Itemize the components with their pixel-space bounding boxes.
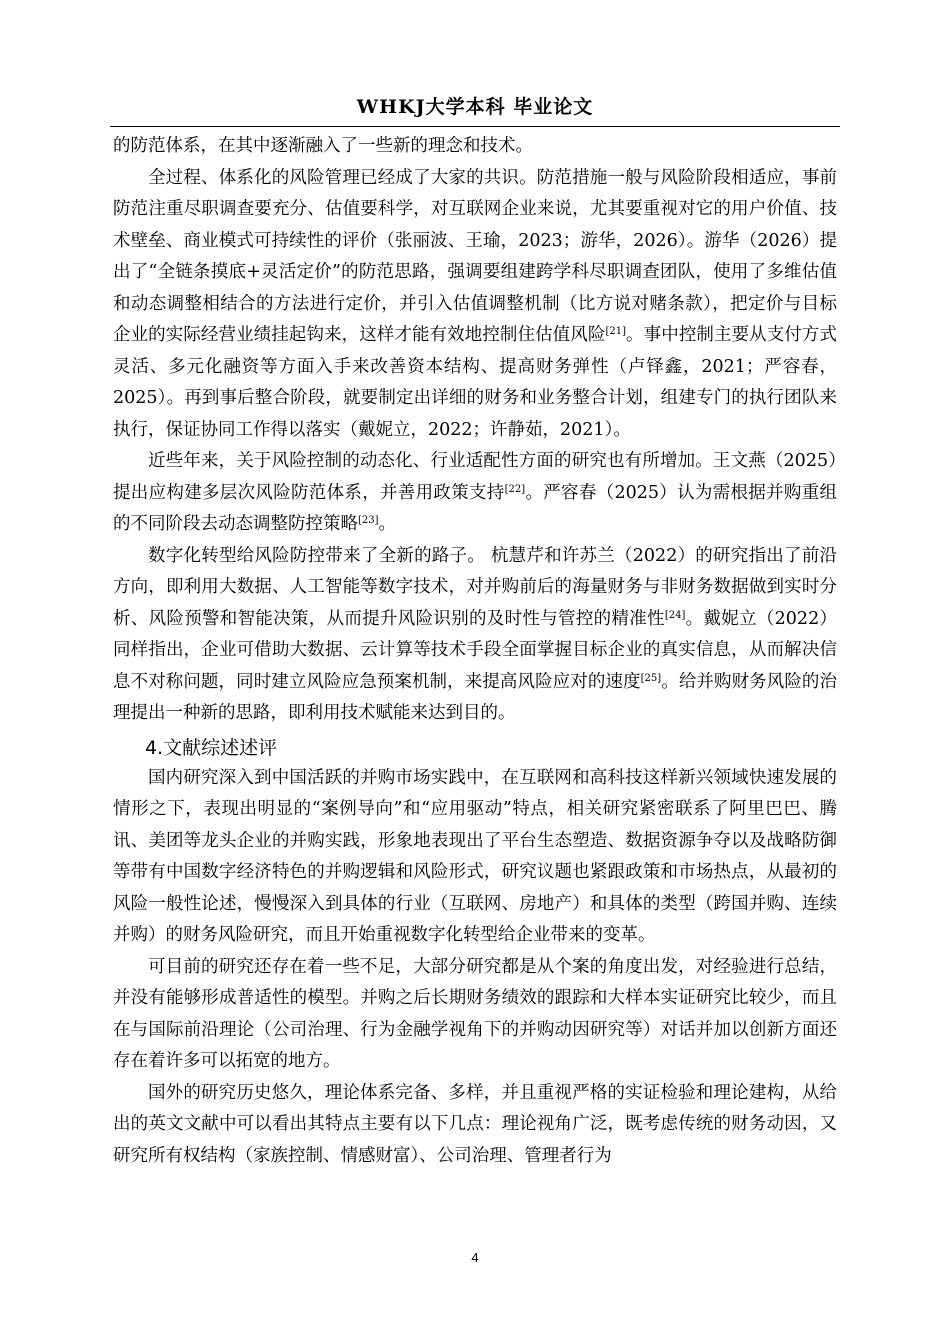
page-header-title: WHKJ大学本科 毕业论文 xyxy=(356,96,594,118)
paragraph-domestic-research: 国内研究深入到中国活跃的并购市场实践中，在互联网和高科技这样新兴领域快速发展的情形之下，表现出明显的“案例导向”和“应用驱动”特点，相关研究紧密联系了阿里巴巴、腾讯、美团等龙头企业的并购实践，形象地表现出了平台生态塑造、数据资源争夺以及战略防御等带有中国数字经济特色的并购逻辑和风险形式，研究议题也紧跟政策和市场热点，从最初的风险一般性论述，慢慢深入到具体的行业（互联网、房地产）和具体的类型（跨国并购、连续并购）的财务风险研究，而且开始重视数字化转型给企业带来的变革。 xyxy=(113,767,837,945)
paragraph-digital-transformation: 数字化转型给风险防控带来了全新的路子。 杭慧芹和许苏兰（2022）的研究指出了前沿方向，即利用大数据、人工智能等数字技术，对并购前后的海量财务与非财务数据做到实时分析、风险预警和智能决策，从而提升风险识别的及时性与管控的精准性[24]。戴妮立（2022）同样指出，企业可借助大数据、云计算等技术手段全面掌握目标企业的真实信息，从而解决信息不对称问题，同时建立风险应急预案机制，来提高风险应对的速度[25]。给并购财务风险的治理提出一种新的思路，即利用技术赋能来达到目的。 xyxy=(113,545,838,723)
paragraph-research-gaps: 可目前的研究还存在着一些不足，大部分研究都是从个案的角度出发，对经验进行总结，并没有能够形成普适性的模型。并购之后长期财务绩效的跟踪和大样本实证研究比较少，而且在与国际前沿理论（公司治理、行为金融学视角下的并购动因研究等）对话并加以创新方面还存在着许多可以拓宽的地方。 xyxy=(113,956,837,1071)
paragraph-continuation: 的防范体系，在其中逐渐融入了一些新的理念和技术。 xyxy=(113,136,533,156)
citation-23[interactable]: [23] xyxy=(358,515,379,526)
page-number: 4 xyxy=(471,1250,479,1265)
citation-24[interactable]: [24] xyxy=(664,609,686,621)
paragraph-dynamic-control: 近些年来，关于风险控制的动态化、行业适配性方面的研究也有所增加。王文燕（2025）提出应构建多层次风险防范体系，并善用政策支持[22]。严容春（2025）认为需根据并购重组的不同阶段去动态调整防控策略[23]。 xyxy=(113,451,838,534)
citation-21[interactable]: [21] xyxy=(605,326,626,337)
citation-22[interactable]: [22] xyxy=(504,483,526,495)
paragraph-foreign-research: 国外的研究历史悠久，理论体系完备、多样，并且重视严格的实证检验和理论建构，从给出的英文文献中可以看出其特点主要有以下几点：理论视角广泛，既考虑传统的财务动因，又研究所有权结构（家族控制、情感财富）、公司治理、管理者行为 xyxy=(113,1082,837,1166)
paragraph-risk-management: 全过程、体系化的风险管理已经成了大家的共识。防范措施一般与风险阶段相适应，事前防范注重尽职调查要充分、估值要科学，对互联网企业来说，尤其要重视对它的用户价值、技术壁垒、商业模式可持续性的评价（张丽波、王瑜，2023；游华，2026）。游华（2026）提出了“全链条摸底+灵活定价”的防范思路，强调要组建跨学科尽职调查团队，使用了多维估值和动态调整相结合的方法进行定价，并引入估值调整机制（比方说对赌条款），把定价与目标企业的实际经营业绩挂起钩来，这样才能有效地控制住估值风险[21]。事中控制主要从支付方式灵活、多元化融资等方面入手来改善资本结构、提高财务弹性（卢铎鑫，2021；严容春，2025）。再到事后整合阶段，就要制定出详细的财务和业务整合计划，组建专门的执行团队来执行，保证协同工作得以落实（戴妮立，2022；许静茹，2021）。 xyxy=(113,167,838,440)
body-text xyxy=(113,131,837,1172)
section-heading: 4.文献综述述评 xyxy=(145,736,278,759)
header-divider xyxy=(110,126,840,127)
citation-25[interactable]: [25] xyxy=(640,672,662,684)
